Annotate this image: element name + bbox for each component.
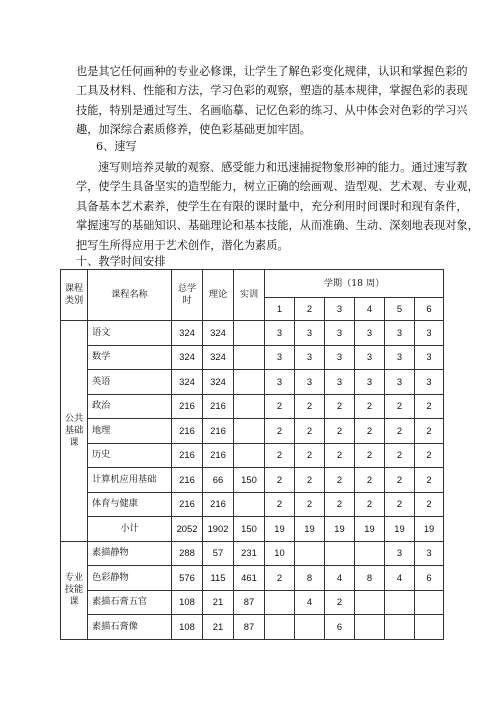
semester-hours: 2 <box>295 468 325 493</box>
table-row <box>61 590 444 615</box>
semester-hours: 3 <box>355 370 385 395</box>
semester-hours: 19 <box>295 517 325 542</box>
header-category: 课程 类别 <box>61 270 88 321</box>
table-row <box>61 321 444 346</box>
total-hours: 216 <box>172 419 203 444</box>
semester-hours <box>415 615 444 640</box>
theory-hours: 115 <box>203 566 234 591</box>
total-hours: 324 <box>172 345 203 370</box>
course-name: 语文 <box>88 321 172 346</box>
theory-hours: 324 <box>203 345 234 370</box>
semester-hours: 2 <box>265 443 295 468</box>
practice-hours <box>234 345 265 370</box>
sketch-paragraph <box>76 158 479 255</box>
semester-hours: 2 <box>295 394 325 419</box>
semester-hours: 2 <box>325 468 355 493</box>
semester-hours: 2 <box>265 468 295 493</box>
theory-hours: 216 <box>203 492 234 517</box>
semester-hours: 2 <box>355 419 385 444</box>
table-row <box>61 443 444 468</box>
header-semester-number: 6 <box>415 298 444 321</box>
table-row <box>61 419 444 444</box>
semester-hours: 8 <box>295 566 325 591</box>
total-hours: 216 <box>172 443 203 468</box>
semester-hours: 2 <box>265 492 295 517</box>
intro-paragraph <box>76 62 468 140</box>
semester-hours: 3 <box>415 541 444 566</box>
text-line: 把写生所得应用于艺术创作，潜化为素质。 <box>76 238 289 252</box>
semester-hours: 3 <box>415 345 444 370</box>
semester-hours <box>295 541 325 566</box>
header-semester-number: 5 <box>385 298 415 321</box>
header-semester-number: 1 <box>265 298 295 321</box>
total-hours: 324 <box>172 370 203 395</box>
semester-hours <box>355 615 385 640</box>
practice-hours: 87 <box>234 590 265 615</box>
header-course: 课程名称 <box>88 270 172 321</box>
course-name: 历史 <box>88 443 172 468</box>
course-name: 数学 <box>88 345 172 370</box>
semester-hours: 3 <box>295 370 325 395</box>
semester-hours: 2 <box>295 443 325 468</box>
semester-hours: 8 <box>355 566 385 591</box>
semester-hours: 2 <box>415 443 444 468</box>
header-semester-number: 2 <box>295 298 325 321</box>
theory-hours: 66 <box>203 468 234 493</box>
semester-hours: 3 <box>265 370 295 395</box>
theory-hours: 324 <box>203 321 234 346</box>
text-line: 也是其它任何画种的专业必修课，让学生了解色彩变化规律，认识和掌握色彩的 <box>76 65 468 78</box>
semester-hours: 19 <box>415 517 444 542</box>
table-row <box>61 566 444 591</box>
semester-hours: 3 <box>355 321 385 346</box>
semester-hours: 19 <box>265 517 295 542</box>
semester-hours: 3 <box>385 541 415 566</box>
practice-hours: 150 <box>234 517 265 542</box>
text-line: 学，使学生具备坚实的造型能力，树立正确的绘画观、造型观、艺术观、专业观， <box>76 180 479 194</box>
semester-hours: 4 <box>385 566 415 591</box>
course-name: 计算机应用基础 <box>88 468 172 493</box>
semester-hours: 3 <box>295 345 325 370</box>
semester-hours <box>385 615 415 640</box>
practice-hours <box>234 443 265 468</box>
theory-hours: 324 <box>203 370 234 395</box>
section-heading-schedule: 十、教学时间安排 <box>76 255 166 268</box>
table-row <box>61 468 444 493</box>
course-name: 英语 <box>88 370 172 395</box>
text-line: 速写则培养灵敏的观察、感受能力和迅速捕捉物象形神的能力。通过速写教 <box>98 161 468 174</box>
practice-hours <box>234 492 265 517</box>
course-name: 素描石膏像 <box>88 615 172 640</box>
semester-hours: 2 <box>355 394 385 419</box>
total-hours: 324 <box>172 321 203 346</box>
total-hours: 216 <box>172 468 203 493</box>
semester-hours: 3 <box>265 321 295 346</box>
header-semester: 学期（18 周） <box>265 270 444 298</box>
table-row <box>61 394 444 419</box>
semester-hours: 2 <box>385 468 415 493</box>
practice-hours <box>234 370 265 395</box>
theory-hours: 1902 <box>203 517 234 542</box>
semester-hours: 19 <box>325 517 355 542</box>
total-hours: 576 <box>172 566 203 591</box>
header-theory: 理论 <box>203 270 234 321</box>
semester-hours: 4 <box>325 566 355 591</box>
semester-hours: 3 <box>415 370 444 395</box>
table-row <box>61 492 444 517</box>
header-semester-number: 3 <box>325 298 355 321</box>
table-row <box>61 345 444 370</box>
total-hours: 108 <box>172 615 203 640</box>
semester-hours <box>385 590 415 615</box>
semester-hours: 3 <box>415 321 444 346</box>
semester-hours <box>295 615 325 640</box>
header-row <box>61 270 444 298</box>
semester-hours: 2 <box>325 492 355 517</box>
teaching-schedule-table <box>60 269 444 640</box>
practice-hours <box>234 419 265 444</box>
table-row <box>61 615 444 640</box>
semester-hours: 4 <box>295 590 325 615</box>
semester-hours: 2 <box>265 419 295 444</box>
table-row <box>61 541 444 566</box>
course-name: 素描石膏五官 <box>88 590 172 615</box>
semester-hours: 3 <box>325 345 355 370</box>
subtotal-label: 小计 <box>88 517 172 542</box>
theory-hours: 21 <box>203 615 234 640</box>
semester-hours: 2 <box>295 492 325 517</box>
practice-hours: 461 <box>234 566 265 591</box>
text-line: 趣，加深综合素质修养，使色彩基础更加牢固。 <box>76 123 311 137</box>
course-name: 地理 <box>88 419 172 444</box>
practice-hours <box>234 394 265 419</box>
semester-hours: 19 <box>385 517 415 542</box>
semester-hours: 2 <box>385 443 415 468</box>
subtotal-row <box>61 517 444 542</box>
text-line: 技能，特别是通过写生、名画临摹、记忆色彩的练习、从中体会对色彩的学习兴 <box>76 103 468 117</box>
semester-hours <box>355 541 385 566</box>
practice-hours: 231 <box>234 541 265 566</box>
total-hours: 2052 <box>172 517 203 542</box>
theory-hours: 57 <box>203 541 234 566</box>
semester-hours: 3 <box>325 370 355 395</box>
header-semester-number: 4 <box>355 298 385 321</box>
semester-hours: 2 <box>415 394 444 419</box>
semester-hours: 2 <box>415 419 444 444</box>
practice-hours: 87 <box>234 615 265 640</box>
semester-hours: 10 <box>265 541 295 566</box>
semester-hours: 2 <box>325 590 355 615</box>
semester-hours: 3 <box>385 345 415 370</box>
text-line: 工具及材料、性能和方法，学习色彩的观察，塑造的基本规律，掌握色彩的表现 <box>76 84 468 98</box>
semester-hours: 2 <box>385 394 415 419</box>
semester-hours: 3 <box>295 321 325 346</box>
total-hours: 288 <box>172 541 203 566</box>
semester-hours: 2 <box>325 419 355 444</box>
section-heading-sketch: 6、速写 <box>96 140 137 153</box>
semester-hours <box>325 541 355 566</box>
theory-hours: 216 <box>203 443 234 468</box>
theory-hours: 216 <box>203 419 234 444</box>
theory-hours: 21 <box>203 590 234 615</box>
practice-hours: 150 <box>234 468 265 493</box>
semester-hours: 2 <box>265 394 295 419</box>
header-practice: 实训 <box>234 270 265 321</box>
semester-hours: 2 <box>415 492 444 517</box>
semester-hours: 2 <box>325 394 355 419</box>
semester-hours: 2 <box>355 468 385 493</box>
total-hours: 216 <box>172 492 203 517</box>
course-name: 体育与健康 <box>88 492 172 517</box>
course-name: 色彩静物 <box>88 566 172 591</box>
theory-hours: 216 <box>203 394 234 419</box>
table-row <box>61 370 444 395</box>
semester-hours: 3 <box>265 345 295 370</box>
semester-hours: 2 <box>385 492 415 517</box>
semester-hours <box>415 590 444 615</box>
semester-hours <box>265 615 295 640</box>
semester-hours: 2 <box>415 468 444 493</box>
course-category: 公共 基础 课 <box>61 321 88 542</box>
semester-hours: 3 <box>385 321 415 346</box>
semester-hours <box>265 590 295 615</box>
course-category: 专业 技能 课 <box>61 541 88 639</box>
total-hours: 108 <box>172 590 203 615</box>
text-line: 掌握速写的基础知识、基础理论和基本技能，从而准确、生动、深刻地表现对象， <box>76 219 479 233</box>
semester-hours: 2 <box>385 419 415 444</box>
total-hours: 216 <box>172 394 203 419</box>
semester-hours: 2 <box>355 492 385 517</box>
semester-hours: 6 <box>325 615 355 640</box>
practice-hours <box>234 321 265 346</box>
semester-hours: 3 <box>325 321 355 346</box>
semester-hours: 2 <box>295 419 325 444</box>
header-total-hours: 总学 时 <box>172 270 203 321</box>
course-name: 素描静物 <box>88 541 172 566</box>
semester-hours: 3 <box>355 345 385 370</box>
semester-hours: 6 <box>415 566 444 591</box>
semester-hours: 2 <box>325 443 355 468</box>
text-line: 具备基本艺术素养，使学生在有限的课时量中，充分利用时间课时和现有条件， <box>76 199 468 213</box>
semester-hours: 2 <box>265 566 295 591</box>
semester-hours: 2 <box>355 443 385 468</box>
semester-hours <box>355 590 385 615</box>
course-name: 政治 <box>88 394 172 419</box>
semester-hours: 3 <box>385 370 415 395</box>
semester-hours: 19 <box>355 517 385 542</box>
